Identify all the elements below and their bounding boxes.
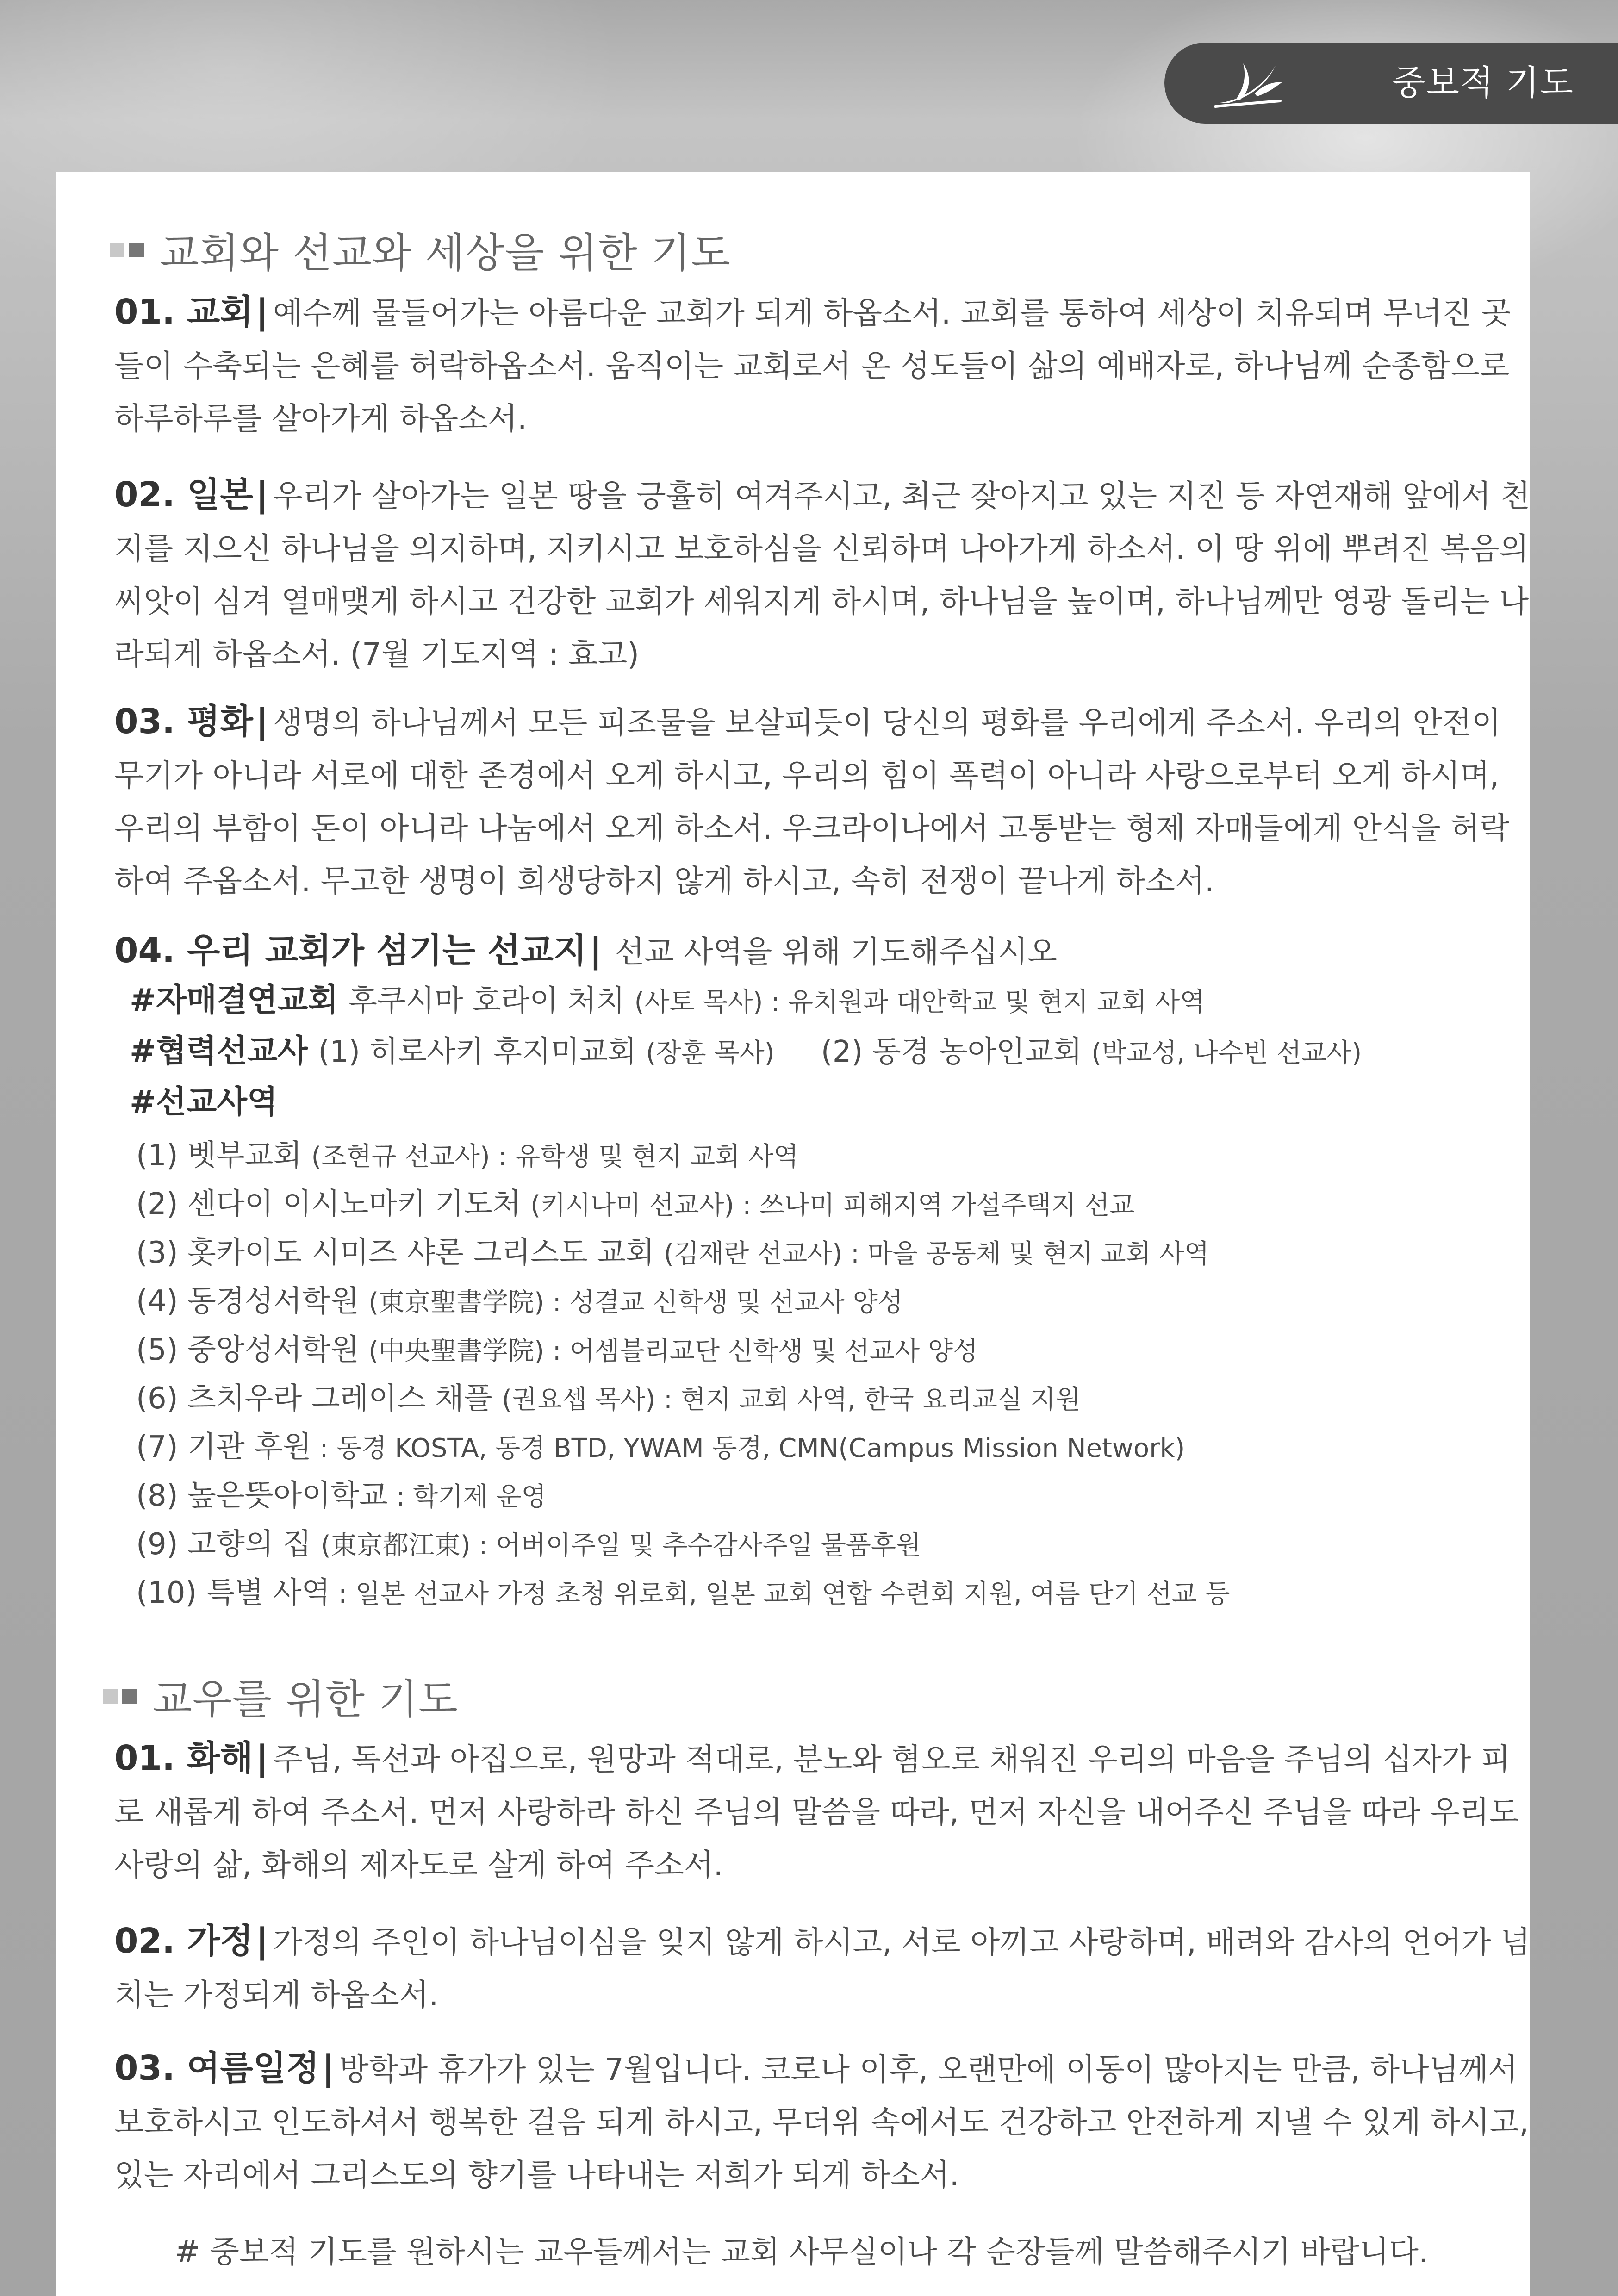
mission-list-item: (4) 동경성서학원 (東京聖書学院) : 성결교 신학생 및 선교사 양성: [136, 1284, 903, 1319]
badge-title: 중보적 기도: [1392, 63, 1574, 103]
mission-list-item: (2) 센다이 이시노마키 기도처 (키시나미 선교사) : 쓰나미 피해지역 가설주택지 선교: [136, 1187, 1135, 1221]
prayer-sheet: [56, 172, 1530, 2296]
prayer-item-summer: 03. 여름일정| 방학과 휴가가 있는 7월입니다. 코로나 이후, 오랜만에 이동이 많아지는 만큼, 하나님께서 보호하시고 인도하셔서 행복한 걸음 되게 하시고, 무더위 속에서도 건강하고 안전하게 지낼 수 있게 하시고, 있는 자리에서 그리스도의 향기를 나타내는 저희가 되게 하소서.: [114, 2048, 1529, 2193]
footer-note: # 중보적 기도를 원하시는 교우들께서는 교회 사무실이나 각 순장들께 말씀해주시기 바랍니다.: [174, 2234, 1428, 2270]
partner-missionary-line: #협력선교사 (1) 히로사키 후지미교회 (장훈 목사) (2) 동경 농아인교회 (박교성, 나수빈 선교사): [130, 1033, 1362, 1070]
mission-list-item: (3) 홋카이도 시미즈 샤론 그리스도 교회 (김재란 선교사) : 마을 공동체 및 현지 교회 사역: [136, 1236, 1209, 1270]
prayer-item-peace: 03. 평화| 생명의 하나님께서 모든 피조물을 보살피듯이 당신의 평화를 우리에게 주소서. 우리의 안전이 무기가 아니라 서로에 대한 존경에서 오게 하시고, 우리의 힘이 폭력이 아니라 사랑으로부터 오게 하시며, 우리의 부함이 돈이 아니라 나눔에서 오게 하소서. 우크라이나에서 고통받는 형제 자매들에게 안식을 허락하여 주옵소서. 무고한 생명이 희생당하지 않게 하시고, 속히 전쟁이 끝나게 하소서.: [114, 702, 1510, 899]
section-heading-church: 교회와 선교와 세상을 위한 기도: [110, 221, 731, 279]
square-bullet-icon: [122, 1689, 137, 1704]
mission-list-item: (10) 특별 사역 : 일본 선교사 가정 초청 위로회, 일본 교회 연합 수련회 지원, 여름 단기 선교 등: [136, 1576, 1230, 1610]
prayer-item-japan: 02. 일본| 우리가 살아가는 일본 땅을 긍휼히 여겨주시고, 최근 잦아지고 있는 지진 등 자연재해 앞에서 천지를 지으신 하나님을 의지하며, 지키시고 보호하심을 신뢰하며 나아가게 하소서. 이 땅 위에 뿌려진 복음의 씨앗이 심겨 열매맺게 하시고 건강한 교회가 세워지게 하시며, 하나님을 높이며, 하나님께만 영광 돌리는 나라되게 하옵소서. (7월 기도지역 : 효고): [114, 475, 1531, 672]
square-bullet-icon: [129, 243, 144, 257]
mission-list-item: (9) 고향의 집 (東京都江東) : 어버이주일 및 추수감사주일 물품후원: [136, 1527, 921, 1562]
mission-work-tag: #선교사역: [130, 1084, 278, 1120]
prayer-item-reconciliation: 01. 화해| 주님, 독선과 아집으로, 원망과 적대로, 분노와 혐오로 채워진 우리의 마음을 주님의 십자가 피로 새롭게 하여 주소서. 먼저 사랑하라 하신 주님의 말씀을 따라, 먼저 자신을 내어주신 주님을 따라 우리도 사랑의 삶, 화해의 제자도로 살게 하여 주소서.: [114, 1738, 1519, 1883]
leaf-icon: [1211, 56, 1285, 112]
prayer-item-missions: 04. 우리 교회가 섬기는 선교지| 선교 사역을 위해 기도해주십시오: [114, 931, 1058, 971]
mission-list-item: (7) 기관 후원 : 동경 KOSTA, 동경 BTD, YWAM 동경, CMN(Campus Mission Network): [136, 1430, 1185, 1464]
mission-list-item: (1) 벳부교회 (조현규 선교사) : 유학생 및 현지 교회 사역: [136, 1139, 799, 1173]
square-bullet-icon: [103, 1689, 118, 1704]
mission-list-item: (8) 높은뜻아이학교 : 학기제 운영: [136, 1479, 547, 1513]
prayer-item-family: 02. 가정| 가정의 주인이 하나님이심을 잊지 않게 하시고, 서로 아끼고 사랑하며, 배려와 감사의 언어가 넘치는 가정되게 하옵소서.: [114, 1921, 1531, 2013]
mission-list-item: (5) 중앙성서학원 (中央聖書学院) : 어셈블리교단 신학생 및 선교사 양성: [136, 1333, 978, 1367]
mission-list-item: (6) 츠치우라 그레이스 채플 (권요셉 목사) : 현지 교회 사역, 한국 요리교실 지원: [136, 1381, 1081, 1416]
prayer-item-church: 01. 교회| 예수께 물들어가는 아름다운 교회가 되게 하옵소서. 교회를 통하여 세상이 치유되며 무너진 곳들이 수축되는 은혜를 허락하옵소서. 움직이는 교회로서 온 성도들이 삶의 예배자로, 하나님께 순종함으로 하루하루를 살아가게 하옵소서.: [114, 292, 1511, 436]
sister-church-line: #자매결연교회 후쿠시마 호라이 처치 (사토 목사) : 유치원과 대안학교 및 현지 교회 사역: [130, 982, 1205, 1019]
square-bullet-icon: [110, 243, 124, 257]
section-heading-members: 교우를 위한 기도: [103, 1667, 458, 1725]
header-badge: [1164, 43, 1618, 124]
